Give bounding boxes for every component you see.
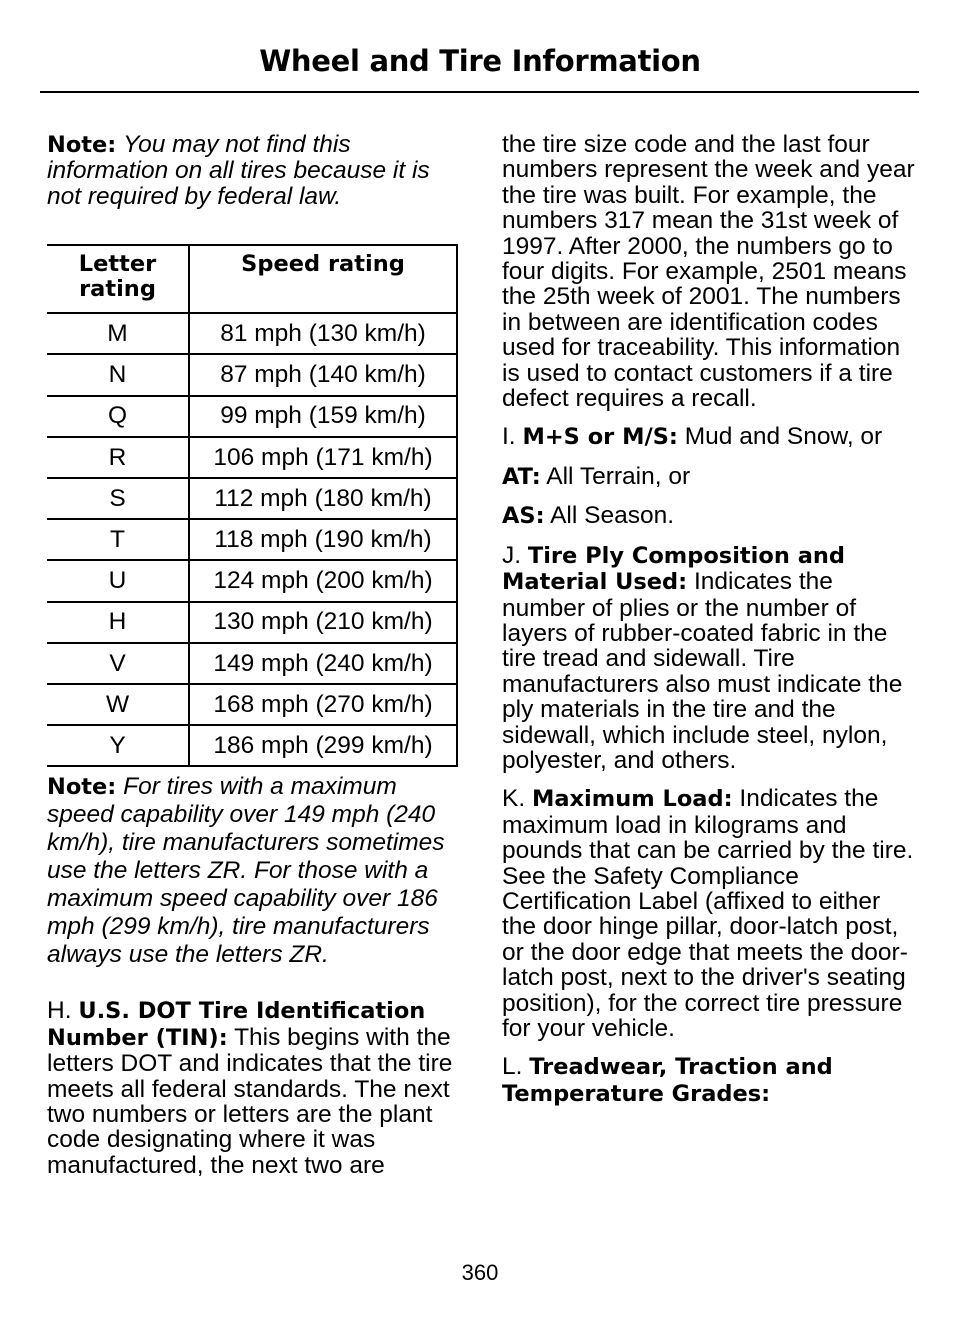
note-not-required	[47, 132, 462, 209]
letter-rating-cell: S	[47, 478, 189, 519]
item-label: Maximum Load:	[531, 786, 733, 813]
speed-rating-cell: 168 mph (270 km/h)	[189, 684, 457, 725]
letter-rating-cell: W	[47, 684, 189, 725]
column-header-letter-rating: Letter rating	[47, 245, 189, 313]
letter-rating-cell: M	[47, 313, 189, 354]
letter-rating-cell: R	[47, 437, 189, 478]
item-prefix: J.	[502, 541, 522, 569]
speed-rating-cell: 112 mph (180 km/h)	[189, 478, 457, 519]
item-prefix: L.	[502, 1053, 523, 1081]
item-label: U.S. DOT Tire Identification Number (TIN):	[47, 998, 426, 1051]
speed-rating-cell: 186 mph (299 km/h)	[189, 725, 457, 766]
speed-rating-cell: 81 mph (130 km/h)	[189, 313, 457, 354]
table-row	[47, 560, 457, 601]
speed-rating-table	[47, 244, 458, 767]
table-row	[47, 684, 457, 725]
item-j-ply-composition	[502, 543, 920, 774]
left-column	[47, 132, 462, 1191]
item-k-maximum-load	[502, 786, 920, 1041]
table-header-row	[47, 245, 457, 313]
item-prefix: H.	[47, 997, 72, 1025]
letter-rating-cell: N	[47, 354, 189, 395]
letter-rating-cell: T	[47, 519, 189, 560]
right-column	[502, 132, 920, 1120]
table-row	[47, 354, 457, 395]
speed-rating-cell: 130 mph (210 km/h)	[189, 602, 457, 643]
item-label: Tire Ply Composition and Material Used:	[502, 542, 845, 596]
item-text: Mud and Snow, or	[684, 423, 883, 451]
item-all-terrain	[502, 464, 920, 490]
item-text: Indicates the maximum load in kilograms and pounds that can be carried by the tire. See the Safety Compliance Certification Label (affixed to either the door hinge pillar, door-latch post, or the door edge that meets the door-latch post, next to the driver's seating position), for the correct tire pressure for your vehicle.	[502, 785, 914, 1042]
speed-rating-cell: 106 mph (171 km/h)	[189, 437, 457, 478]
tin-continuation: the tire size code and the last four numbers represent the week and year the tire was built. For example, the numbers 317 mean the 31st week of 1997. After 2000, the numbers go to four digits. For example, 2501 means the 25th week of 2001. The numbers in between are identification codes used for traceability. This information is used to contact customers if a tire defect requires a recall.	[502, 131, 915, 413]
item-l-utqg	[502, 1054, 920, 1107]
item-label: M+S or M/S:	[522, 424, 678, 451]
speed-table-body	[47, 313, 457, 766]
note-text: For tires with a maximum speed capability over 149 mph (240 km/h), tire manufacturers sometimes use the letters ZR. For those with a maximum speed capability over 186 mph (299 km/h), tire manufacturers always use the letters ZR.	[47, 773, 445, 969]
header-divider	[40, 91, 919, 93]
item-prefix: K.	[502, 785, 526, 813]
letter-rating-cell: U	[47, 560, 189, 601]
page-number: 360	[461, 1260, 499, 1285]
note-label: Note:	[47, 132, 117, 158]
table-row	[47, 643, 457, 684]
note-zr-letters	[47, 773, 462, 969]
item-label: AS:	[502, 503, 545, 530]
table-row	[47, 313, 457, 354]
letter-rating-cell: H	[47, 602, 189, 643]
item-text: This begins with the letters DOT and indicates that the tire meets all federal standards. The next two numbers or letters are the plant code designating where it was manufactured, the next two are	[47, 1023, 453, 1179]
column-header-speed-rating: Speed rating	[189, 245, 457, 313]
note-label: Note:	[47, 774, 117, 801]
letter-rating-cell: Q	[47, 396, 189, 437]
speed-rating-cell: 149 mph (240 km/h)	[189, 643, 457, 684]
table-row	[47, 519, 457, 560]
speed-rating-cell: 87 mph (140 km/h)	[189, 354, 457, 395]
table-row	[47, 437, 457, 478]
letter-rating-cell: Y	[47, 725, 189, 766]
item-i-mud-snow	[502, 424, 920, 450]
speed-rating-cell: 124 mph (200 km/h)	[189, 560, 457, 601]
item-all-season	[502, 503, 920, 529]
note-text: You may not find this information on all tires because it is not required by federal law.	[47, 131, 430, 210]
speed-rating-cell: 99 mph (159 km/h)	[189, 396, 457, 437]
item-label: Treadwear, Traction and Temperature Grades:	[502, 1054, 833, 1107]
item-text: Indicates the number of plies or the number of layers of rubber-coated fabric in the tire tread and sidewall. Tire manufacturers also must indicate the ply materials in the tire and the sidewall, which include steel, nylon, polyester, and others.	[502, 568, 903, 774]
table-row	[47, 602, 457, 643]
item-prefix: I.	[502, 423, 516, 451]
item-h-dot-tin	[47, 998, 462, 1178]
page-title: Wheel and Tire Information	[259, 44, 701, 78]
item-text: All Terrain, or	[546, 462, 691, 490]
table-row	[47, 478, 457, 519]
table-row	[47, 725, 457, 766]
item-label: AT:	[502, 463, 541, 490]
table-row	[47, 396, 457, 437]
letter-rating-cell: V	[47, 643, 189, 684]
item-text: All Season.	[550, 502, 675, 530]
speed-rating-cell: 118 mph (190 km/h)	[189, 519, 457, 560]
